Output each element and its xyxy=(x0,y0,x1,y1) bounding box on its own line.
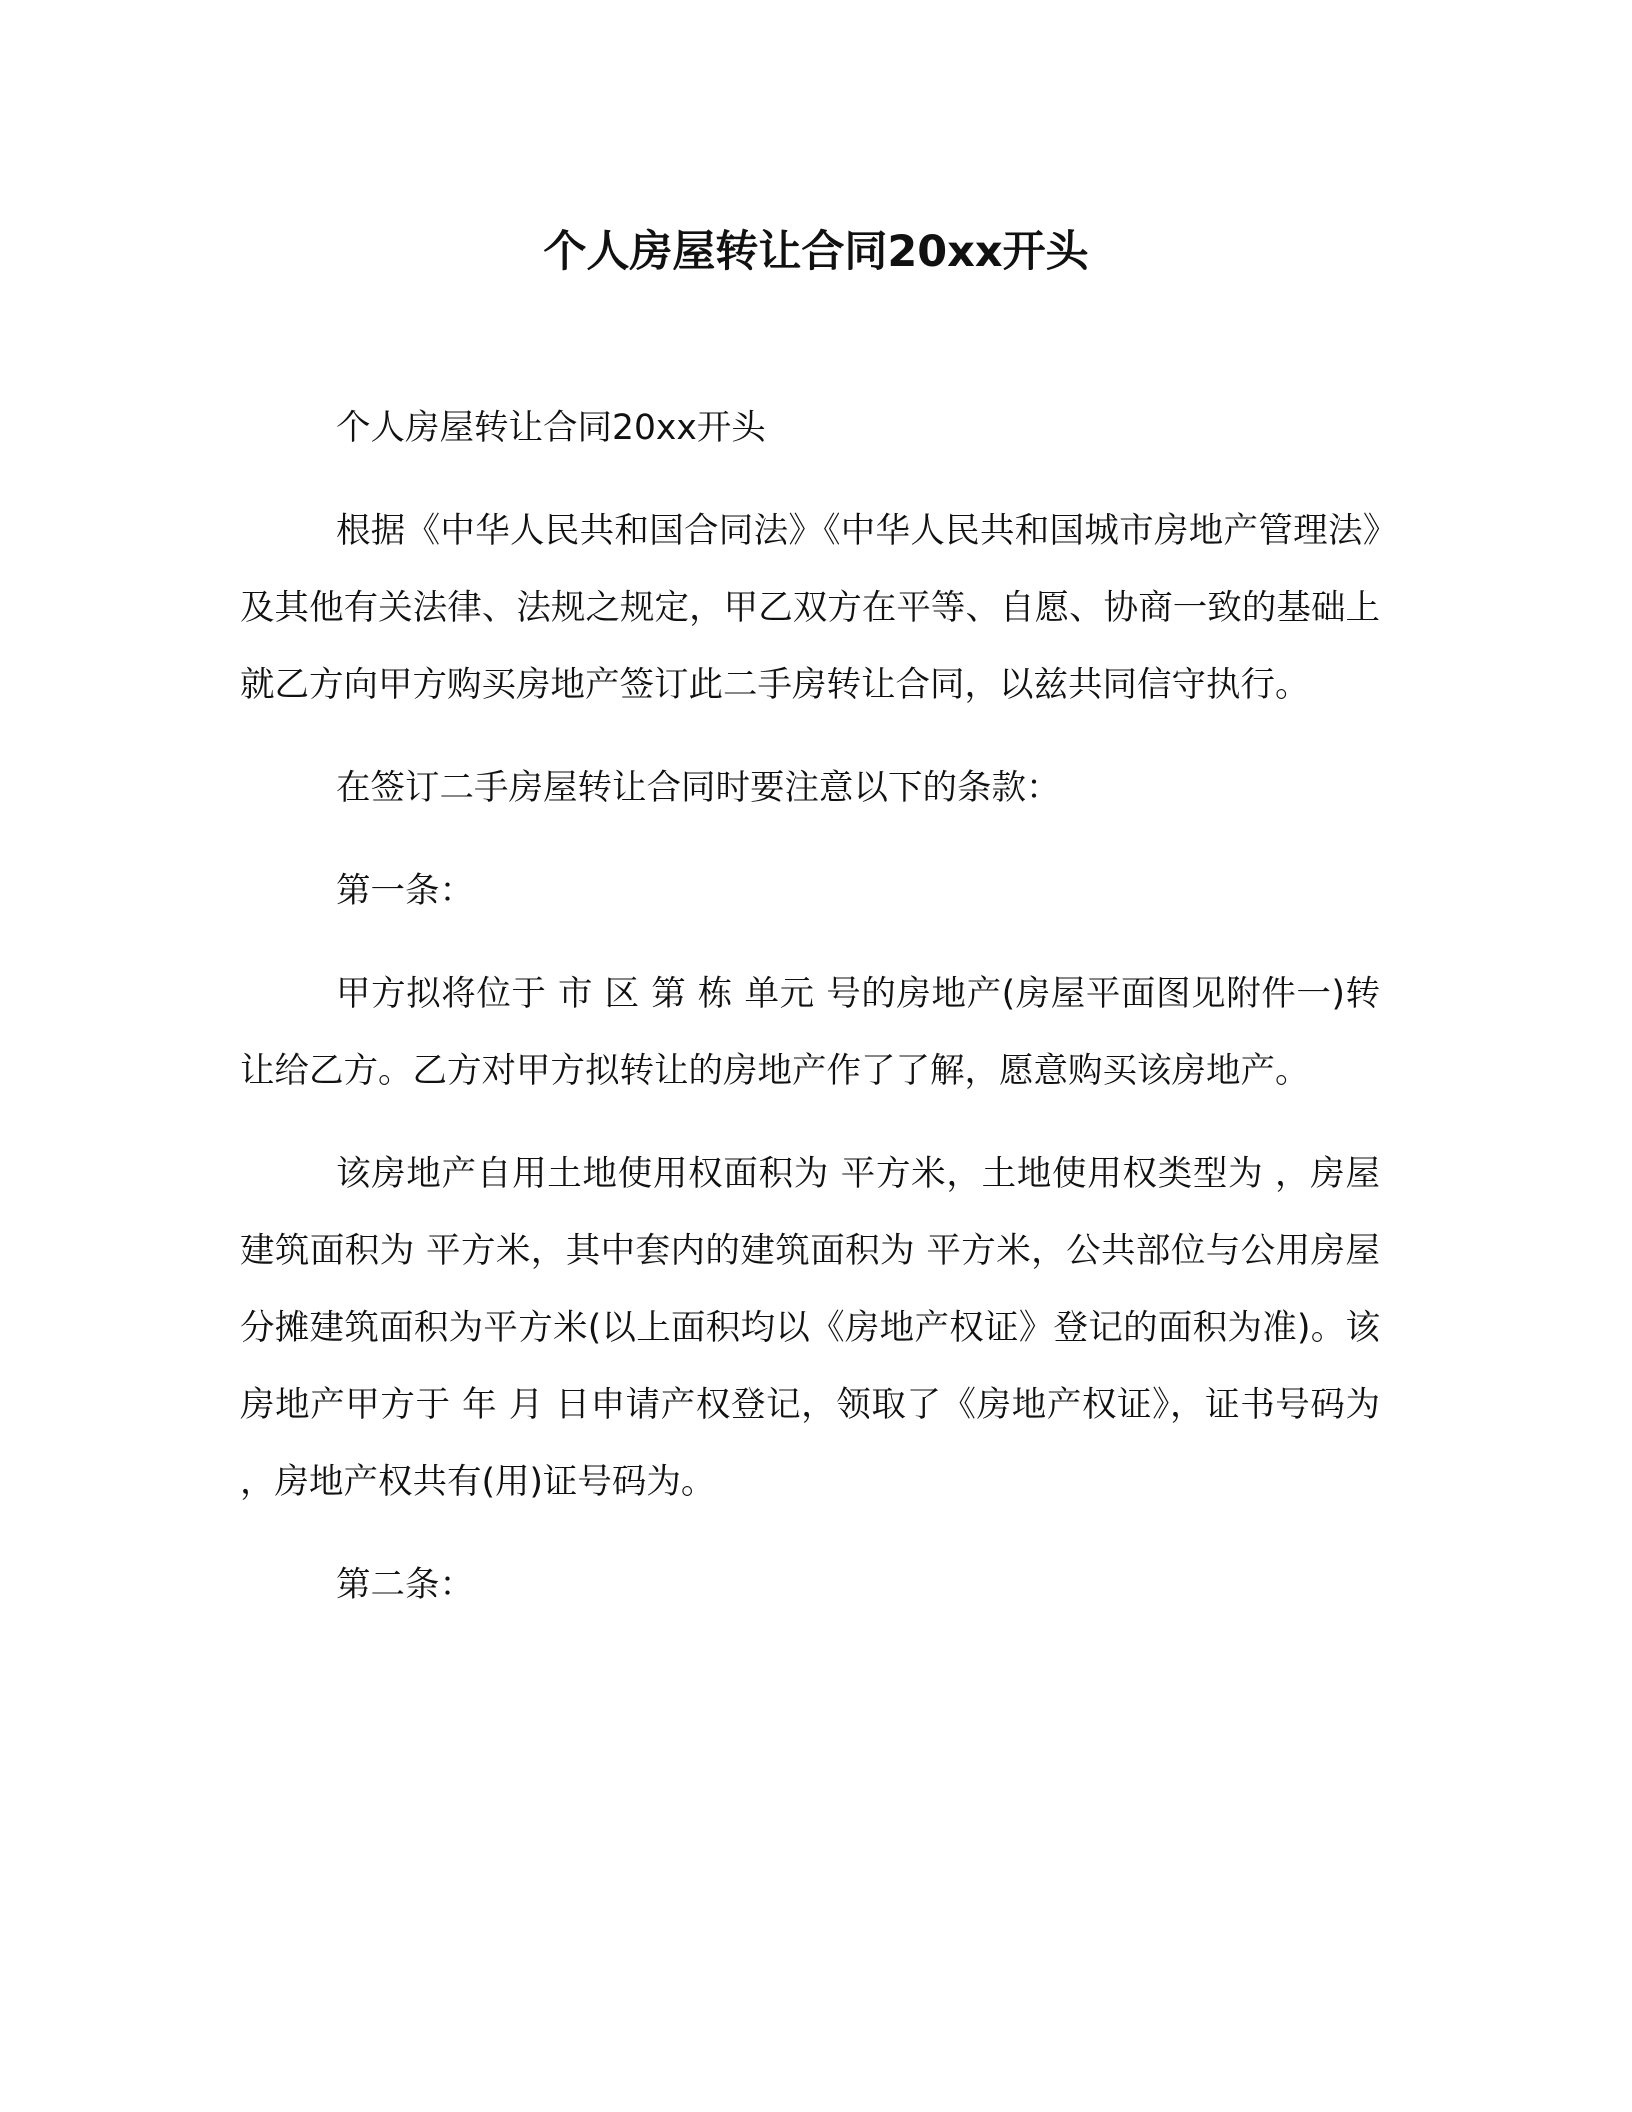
paragraph-notice: 在签订二手房屋转让合同时要注意以下的条款： xyxy=(336,768,1061,808)
paragraph-subtitle: 个人房屋转让合同20xx开头 xyxy=(336,408,766,448)
document-title: 个人房屋转让合同20xx开头 xyxy=(543,227,1089,277)
article-1-text: 甲方拟将位于 市 区 第 栋 单元 号的房地产(房屋平面图见附件一)转让给乙方。乙方对甲方拟转让的房地产作了了解，愿意购买该房地产。 xyxy=(240,974,1380,1091)
paragraph-preamble: 根据《中华人民共和国合同法》《中华人民共和国城市房地产管理法》及其他有关法律、法规之规定，甲乙双方在平等、自愿、协商一致的基础上就乙方向甲方购买房地产签订此二手房转让合同，以兹共同信守执行。 xyxy=(240,511,1380,705)
document-body xyxy=(240,390,1391,1650)
article-2-heading: 第二条： xyxy=(336,1565,474,1605)
article-1-heading: 第一条： xyxy=(336,871,474,911)
article-1-area-text: 该房地产自用土地使用权面积为 平方米，土地使用权类型为 ，房屋建筑面积为 平方米，其中套内的建筑面积为 平方米，公共部位与公用房屋分摊建筑面积为平方米(以上面积均以《房地产权证》登记的面积为准)。该房地产甲方于 年 月 日申请产权登记，领取了《房地产权证》，证书号码为 ，房地产权共有(用)证号码为。 xyxy=(240,1154,1391,1502)
